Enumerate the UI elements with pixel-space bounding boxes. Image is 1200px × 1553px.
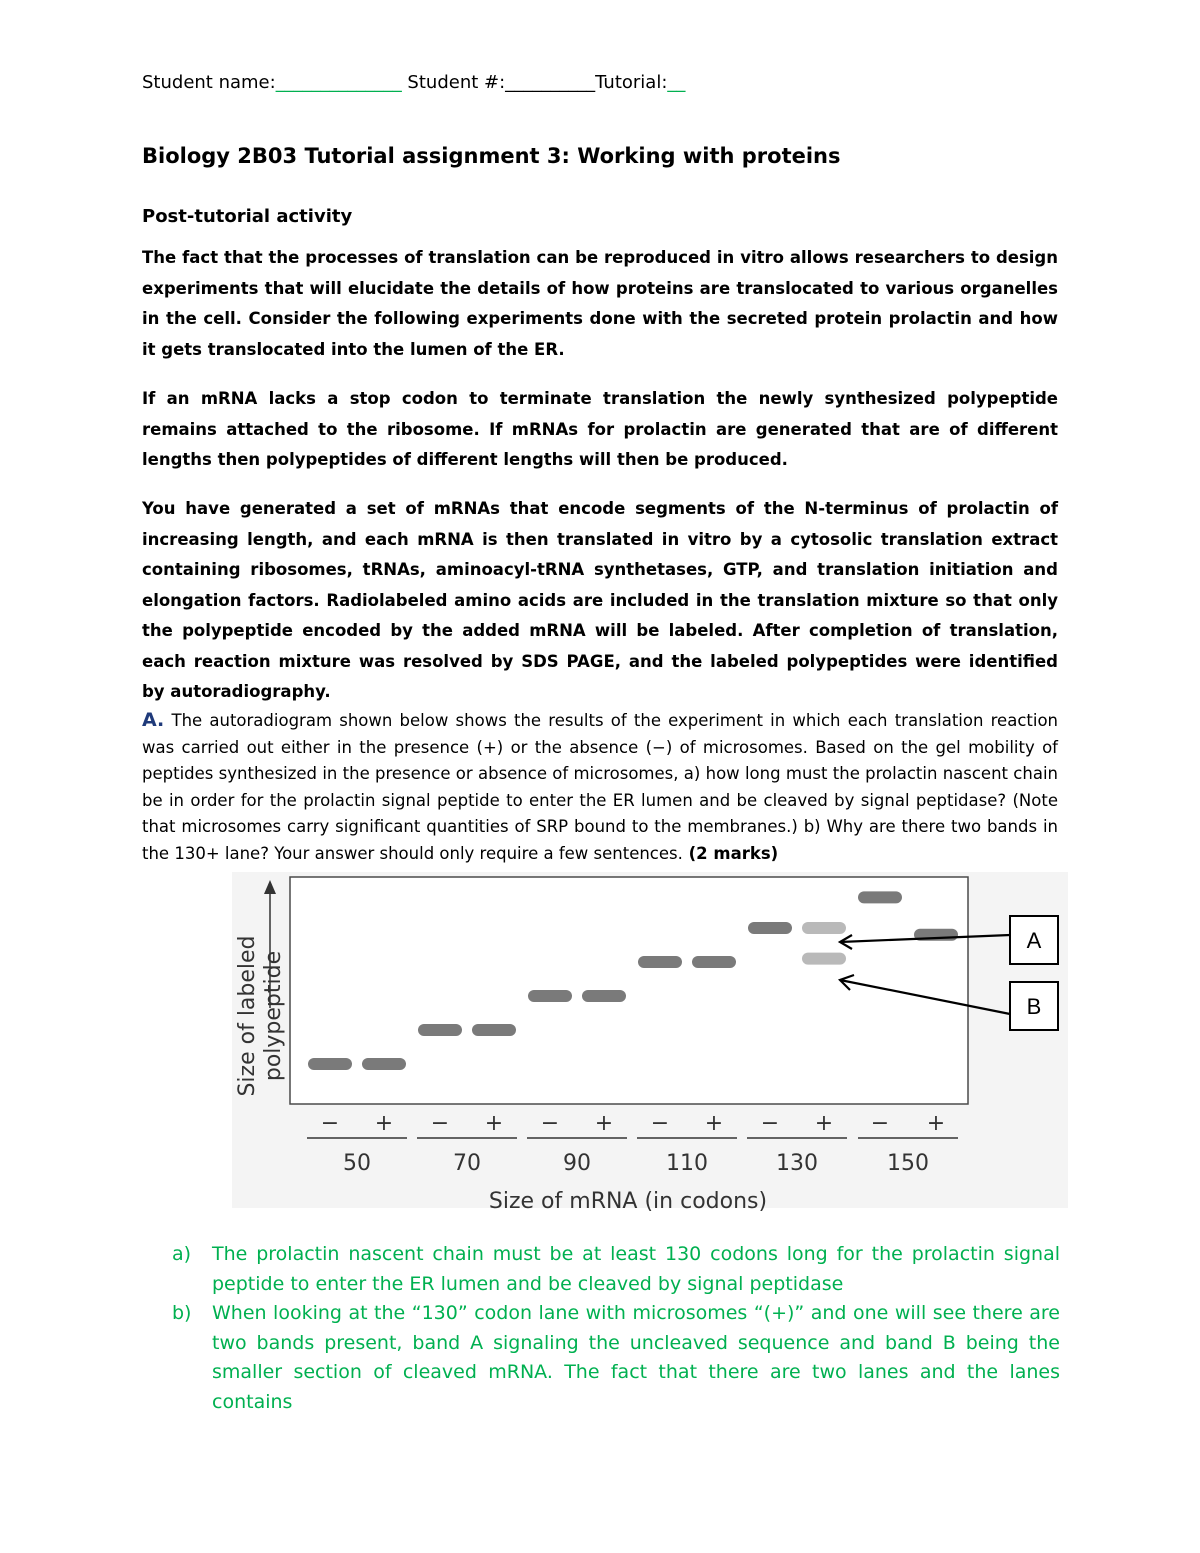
answer-b bbox=[172, 1299, 1060, 1417]
gel-band-90-plus bbox=[582, 990, 626, 1002]
gel-band-50-minus bbox=[308, 1058, 352, 1070]
gel-band-70-minus bbox=[418, 1024, 462, 1036]
lane-sign: + bbox=[484, 1111, 504, 1136]
paragraph-intro: The fact that the processes of translation can be reproduced in vitro allows researchers to design experiments that will elucidate the details of how proteins are translocated to various organelles in the cell. Consider the following experiments done with the secreted protein prolactin and how it gets translocated into the lumen of the ER. bbox=[142, 248, 1058, 359]
y-axis-label-line2: polypeptide bbox=[261, 950, 286, 1082]
lane-group-label: 90 bbox=[563, 1151, 591, 1176]
y-axis-label-line1: Size of labeled bbox=[235, 935, 260, 1097]
lane-group-label: 110 bbox=[666, 1151, 708, 1176]
lane-group-label: 70 bbox=[453, 1151, 481, 1176]
question-a bbox=[142, 707, 1058, 867]
gel-band-150-minus bbox=[858, 891, 902, 903]
tutorial-label: Tutorial: bbox=[595, 72, 668, 93]
gel-band-110-plus bbox=[692, 956, 736, 968]
lane-sign: − bbox=[320, 1111, 340, 1136]
lane-sign: + bbox=[704, 1111, 724, 1136]
paragraph-methods: You have generated a set of mRNAs that encode segments of the N-terminus of prolactin of increasing length, and each mRNA is then translated in vitro by a cytosolic translation extract containing ribosomes, tRNAs, aminoacyl-tRNA synthetases, GTP, and translation initiation and elongation factors. Radiolabeled amino acids are included in the translation mixture so that only the polypeptide encoded by the added mRNA will be labeled. After completion of translation, each reaction mixture was resolved by SDS PAGE, and the labeled polypeptides were identified by autoradiography. bbox=[142, 499, 1058, 701]
student-number-label: Student #: bbox=[401, 72, 506, 93]
student-name-label: Student name: bbox=[142, 72, 276, 93]
section-subtitle: Post-tutorial activity bbox=[142, 206, 353, 227]
lane-sign: + bbox=[594, 1111, 614, 1136]
autoradiogram-figure bbox=[228, 868, 1072, 1214]
gel-band-90-minus bbox=[528, 990, 572, 1002]
answer-a-text: The prolactin nascent chain must be at least 130 codons long for the prolactin signal peptide to enter the ER lumen and be cleaved by signal peptidase bbox=[212, 1243, 1060, 1295]
lane-sign: − bbox=[760, 1111, 780, 1136]
lane-group-label: 150 bbox=[887, 1151, 929, 1176]
lane-sign: + bbox=[374, 1111, 394, 1136]
question-text: The autoradiogram shown below shows the results of the experiment in which each translation reaction was carried out either in the presence (+) or the absence (−) of microsomes. Based on the gel mobility of peptides synthesized in the presence or absence of microsomes, a) how long must the prolactin nascent chain be in order for the prolactin signal peptide to enter the ER lumen and be cleaved by signal peptidase? (Note that microsomes carry significant quantities of SRP bound to the membranes.) b) Why are there two bands in the 130+ lane? Your answer should only require a few sentences. bbox=[142, 711, 1058, 863]
page-title: Biology 2B03 Tutorial assignment 3: Working with proteins bbox=[142, 144, 841, 168]
x-axis-label: Size of mRNA (in codons) bbox=[488, 1189, 768, 1214]
lane-sign: − bbox=[430, 1111, 450, 1136]
answer-list bbox=[172, 1240, 1060, 1417]
lane-sign: − bbox=[650, 1111, 670, 1136]
gel-band-130-plus-b bbox=[802, 953, 846, 965]
autoradiogram-svg bbox=[228, 868, 1072, 1214]
callout-b-label: B bbox=[1026, 994, 1042, 1019]
student-number-blank: __________ bbox=[505, 72, 596, 93]
lane-sign: − bbox=[540, 1111, 560, 1136]
question-marks: (2 marks) bbox=[682, 843, 779, 863]
lane-sign: + bbox=[814, 1111, 834, 1136]
student-name-blank: ______________ bbox=[275, 72, 402, 93]
gel-band-130-plus-a bbox=[802, 922, 846, 934]
lane-sign: − bbox=[870, 1111, 890, 1136]
lane-group-label: 50 bbox=[343, 1151, 371, 1176]
question-label: A. bbox=[142, 709, 165, 731]
gel-band-70-plus bbox=[472, 1024, 516, 1036]
tutorial-blank: __ bbox=[667, 72, 686, 93]
answer-a-marker: a) bbox=[172, 1243, 192, 1265]
gel-band-50-plus bbox=[362, 1058, 406, 1070]
answer-b-text: When looking at the “130” codon lane with microsomes “(+)” and one will see there are two bands present, band A signaling the uncleaved sequence and band B being the smaller section of cleaved mRNA. The fact that there are two lanes and the lanes contains bbox=[212, 1302, 1060, 1413]
student-info-header bbox=[142, 72, 685, 93]
answer-b-marker: b) bbox=[172, 1302, 192, 1324]
gel-band-110-minus bbox=[638, 956, 682, 968]
callout-a-label: A bbox=[1026, 928, 1042, 953]
paragraph-stop-codon: If an mRNA lacks a stop codon to terminate translation the newly synthesized polypeptide remains attached to the ribosome. If mRNAs for prolactin are generated that are of different lengths then polypeptides of different lengths will then be produced. bbox=[142, 389, 1058, 469]
gel-band-130-minus bbox=[748, 922, 792, 934]
lane-group-label: 130 bbox=[776, 1151, 818, 1176]
answer-a bbox=[172, 1240, 1060, 1299]
lane-sign: + bbox=[926, 1111, 946, 1136]
